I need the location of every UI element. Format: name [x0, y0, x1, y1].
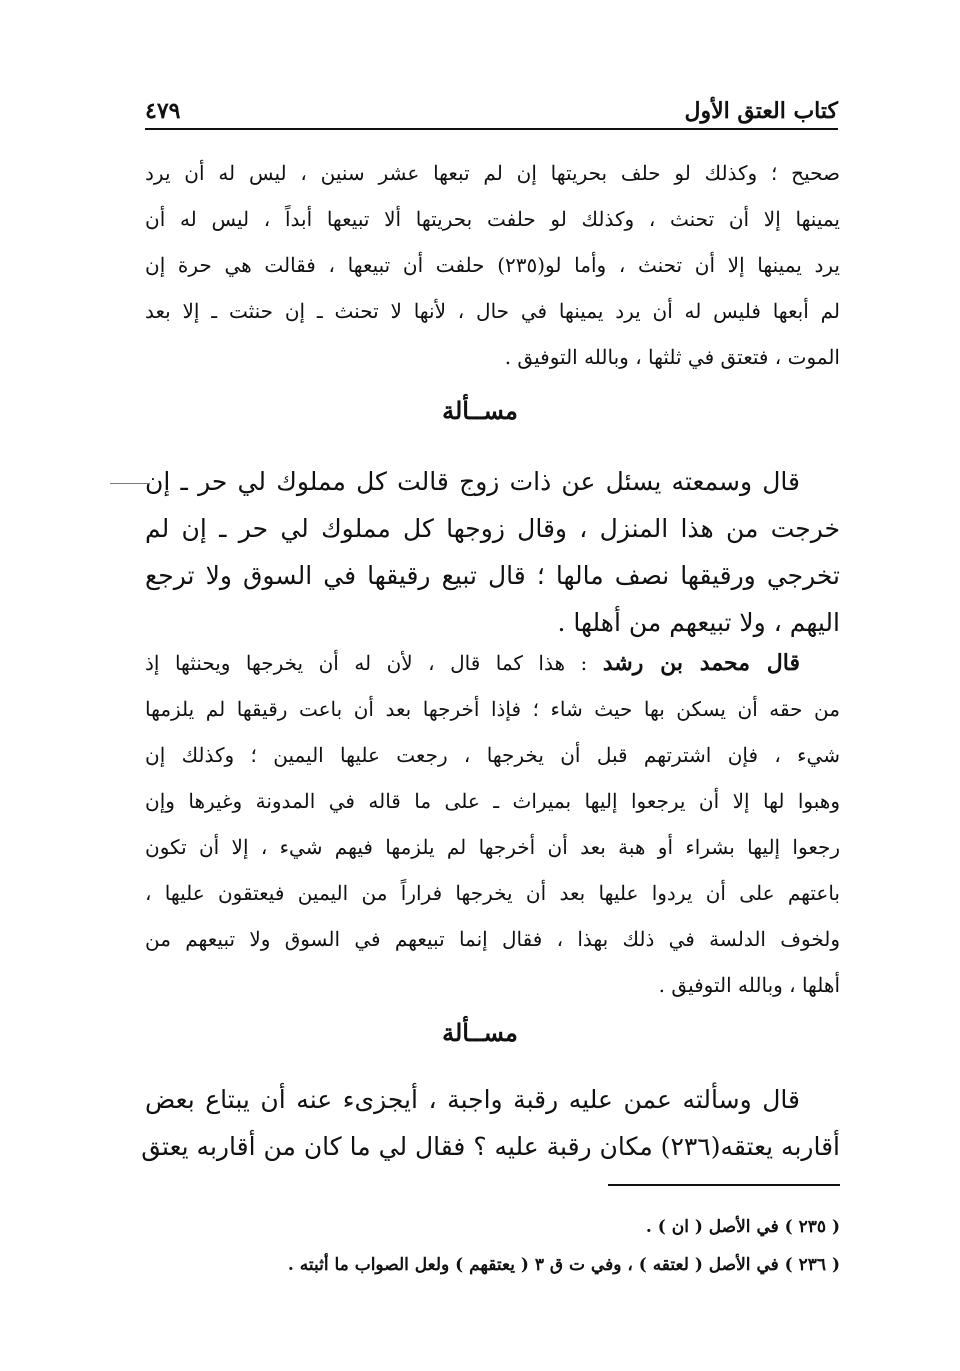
- text-line: يرد يمينها إلا أن تحنث ، وأما لو(٢٣٥) حلفت أن تبيعها ، فقالت هي حرة إن: [145, 253, 840, 277]
- footnote: ( ٢٣٦ ) في الأصل ( لعتقه ) ، وفي ت ق ٣ ( يعتقهم ) ولعل الصواب ما أثبته .: [287, 1255, 840, 1275]
- paragraph-4: [141, 1076, 840, 1170]
- page-number: ٤٧٩: [145, 98, 181, 124]
- paragraph-1: [145, 150, 840, 380]
- paragraph-2: [145, 458, 840, 646]
- text-line: أقاربه يعتقه(٢٣٦) مكان رقبة عليه ؟ فقال لي ما كان من أقاربه يعتق: [141, 1132, 840, 1161]
- text-line: رجعوا إليها بشراء أو هبة بعد أن أخرجها لم يلزمها فيهم شيء ، إلا أن تكون: [145, 835, 840, 859]
- text-line: الموت ، فتعتق في ثلثها ، وبالله التوفيق .: [504, 345, 840, 369]
- text-line: باعتهم على أن يردوا عليها بعد أن يخرجها فراراً من اليمين فيعتقون عليها ،: [145, 881, 840, 905]
- text-line: قال وسمعته يسئل عن ذات زوج قالت كل مملوك لي حر ـ إن: [145, 467, 800, 496]
- text-line: [145, 640, 840, 686]
- text-line: قال وسألته عمن عليه رقبة واجبة ، أيجزىء عنه أن يبتاع بعض: [145, 1085, 800, 1114]
- text-line: خرجت من هذا المنزل ، وقال زوجها كل مملوك لي حر ـ إن لم: [145, 514, 840, 543]
- text-line: لم أبعها فليس له أن يرد يمينها في حال ، لأنها لا تحنث ـ إن حنثت ـ إلا بعد: [145, 299, 840, 323]
- commentator-name: قال محمد بن رشد: [602, 650, 800, 676]
- text-fragment: : هذا كما قال ، لأن له أن يخرجها ويحنثها إذ: [145, 651, 588, 675]
- text-line: من حقه أن يسكن بها حيث شاء ؛ فإذا أخرجها بعد أن باعت رقيقها لم يلزمها: [145, 697, 840, 721]
- margin-mark: [110, 483, 150, 484]
- text-line: ولخوف الدلسة في ذلك بهذا ، فقال إنما تبيعهم في السوق ولا تبيعهم من: [145, 927, 840, 951]
- text-line: شيء ، فإن اشترتهم قبل أن يخرجها ، رجعت عليها اليمين ؛ وكذلك إن: [145, 743, 840, 767]
- text-line: تخرجي ورقيقها نصف مالها ؛ قال تبيع رقيقها في السوق ولا ترجع: [145, 561, 840, 590]
- running-title: كتاب العتق الأول: [684, 98, 838, 124]
- section-heading: مســألة: [442, 1018, 518, 1047]
- page-header: [145, 84, 838, 130]
- paragraph-3: [145, 640, 840, 1008]
- text-line: أهلها ، وبالله التوفيق .: [658, 973, 840, 997]
- footnote-divider: [608, 1184, 840, 1186]
- text-line: صحيح ؛ وكذلك لو حلف بحريتها إن لم تبعها عشر سنين ، ليس له أن يرد: [145, 161, 840, 185]
- footnote: ( ٢٣٥ ) في الأصل ( ان ) .: [645, 1217, 840, 1237]
- text-line: يمينها إلا أن تحنث ، وكذلك لو حلفت بحريتها ألا تبيعها أبداً ، ليس له أن: [145, 207, 840, 231]
- section-heading: مســألة: [442, 396, 518, 425]
- footnotes: [145, 1208, 840, 1284]
- text-line: وهبوا لها إلا أن يرجعوا إليها بميراث ـ على ما قاله في المدونة وغيرها وإن: [145, 789, 840, 813]
- text-line: اليهم ، ولا تبيعهم من أهلها .: [557, 608, 840, 637]
